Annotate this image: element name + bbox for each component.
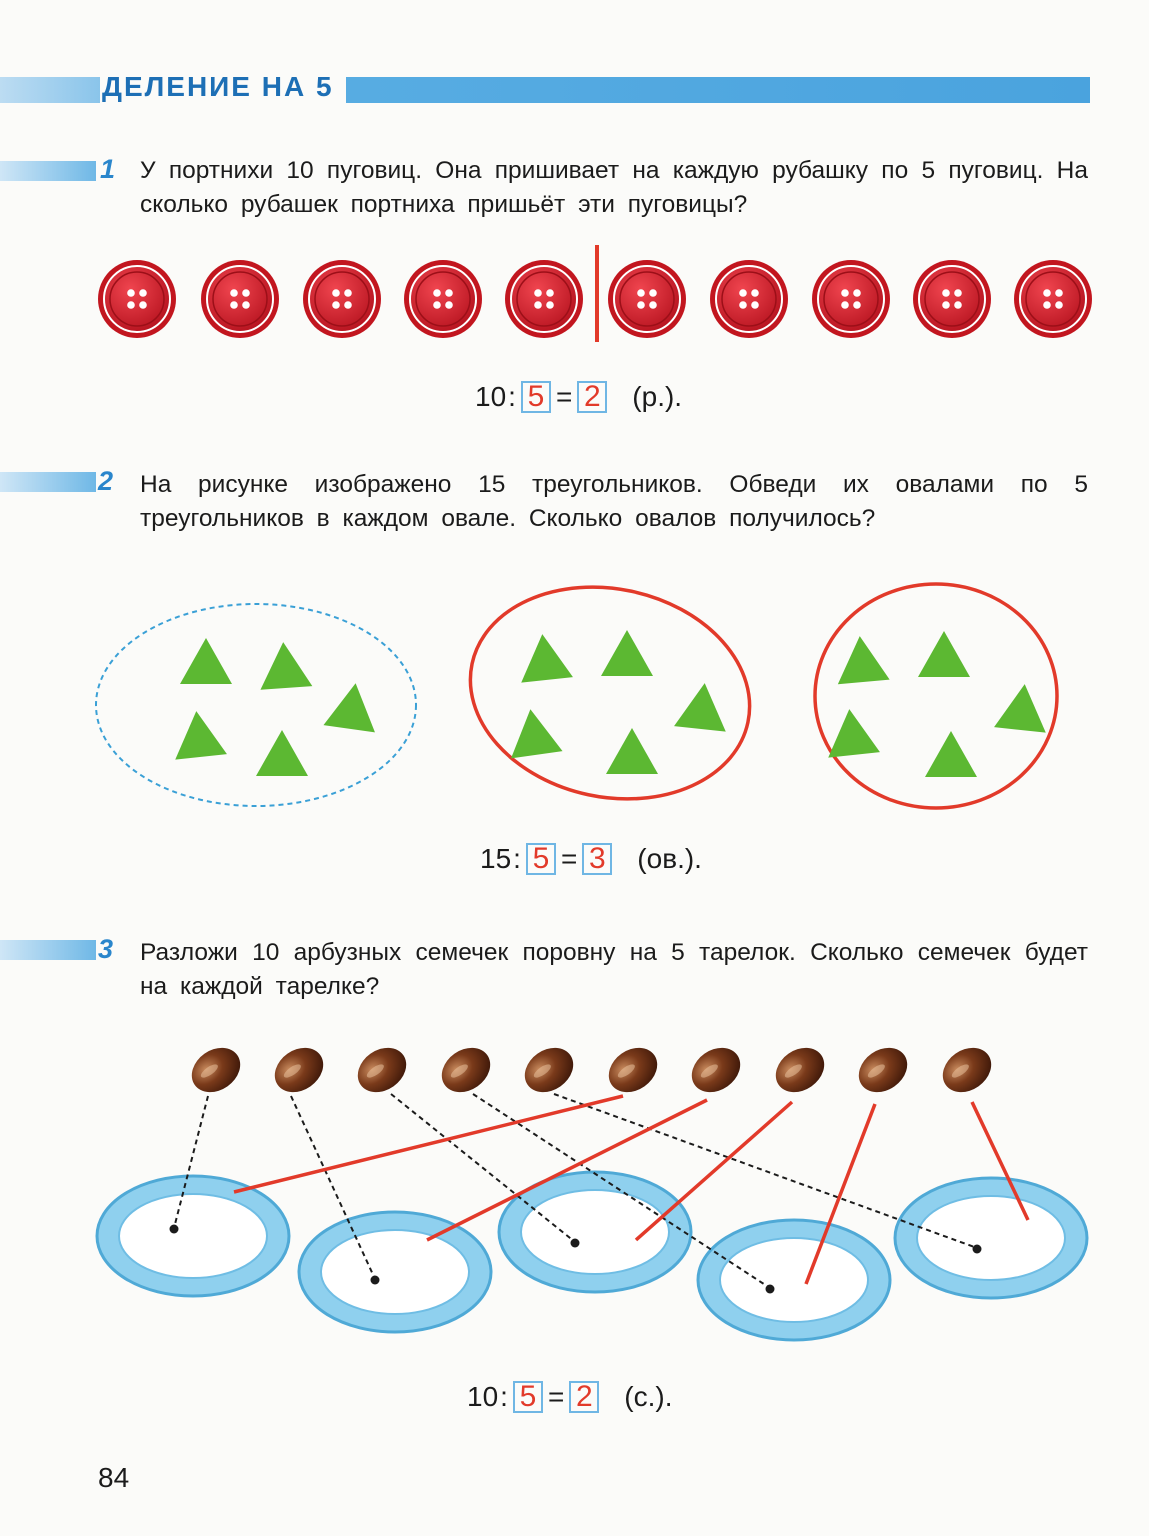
triangles-groups [96, 562, 1057, 824]
equals-sign: = [547, 1381, 565, 1412]
buttons-row [98, 245, 1092, 342]
plates-row [97, 1172, 1087, 1340]
dashed-oval [96, 604, 416, 806]
watermelon-seed-icon [600, 1039, 666, 1102]
operator: : [513, 843, 521, 874]
answer-box-result[interactable]: 3 [582, 843, 612, 875]
watermelon-seed-icon [934, 1039, 1000, 1102]
task-text: У портнихи 10 пуговиц. Она пришивает на каждую рубашку по 5 пуговиц. На сколько рубашек портниха пришьёт эти пуговицы? [140, 157, 1088, 218]
green-triangle-icon [925, 731, 977, 777]
equals-sign: = [555, 381, 573, 412]
sewing-button-icon [505, 260, 583, 338]
green-triangle-icon [674, 680, 731, 731]
task-number: 2 [98, 466, 114, 496]
seeds-row [183, 1039, 1000, 1102]
green-triangle-icon [505, 706, 563, 759]
sewing-button-icon [201, 260, 279, 338]
green-triangle-icon [257, 640, 312, 690]
green-triangle-icon [834, 634, 890, 684]
task-number: 1 [100, 154, 116, 184]
answer-oval [450, 562, 769, 824]
answer-box-result[interactable]: 2 [569, 1381, 599, 1413]
watermelon-seed-icon [183, 1039, 249, 1102]
dividend: 10 [475, 381, 507, 412]
green-triangle-icon [994, 681, 1051, 732]
sewing-button-icon [303, 260, 381, 338]
watermelon-seed-icon [349, 1039, 415, 1102]
plate-icon [97, 1176, 289, 1296]
plate-icon [698, 1220, 890, 1340]
equation [480, 842, 702, 876]
answer-box-divisor[interactable]: 5 [526, 843, 556, 875]
task-text: На рисунке изображено 15 треугольников. Обведи их овалами по 5 треугольников в каждом овале. Сколько овалов получилось? [140, 471, 1088, 532]
watermelon-seed-icon [516, 1039, 582, 1102]
plate-icon [895, 1178, 1087, 1298]
green-triangle-icon [601, 630, 653, 676]
watermelon-seed-icon [433, 1039, 499, 1102]
equals-sign: = [560, 843, 578, 874]
equation [475, 380, 682, 414]
page-number: 84 [98, 1462, 130, 1493]
sewing-button-icon [913, 260, 991, 338]
equation [467, 1380, 673, 1414]
operator: : [508, 381, 516, 412]
task-text: Разложи 10 арбузных семечек поровну на 5 тарелок. Сколько семечек будет на каждой тарелке? [140, 939, 1088, 1000]
green-triangle-icon [170, 708, 227, 759]
green-triangle-icon [918, 631, 970, 677]
unit-label: (с.). [624, 1381, 673, 1412]
green-triangle-icon [606, 728, 658, 774]
sewing-button-icon [1014, 260, 1092, 338]
dividend: 15 [480, 843, 512, 874]
sewing-button-icon [98, 260, 176, 338]
answer-box-divisor[interactable]: 5 [521, 381, 551, 413]
answer-box-result[interactable]: 2 [577, 381, 607, 413]
watermelon-seed-icon [266, 1039, 332, 1102]
unit-label: (р.). [632, 381, 683, 412]
watermelon-seed-icon [850, 1039, 916, 1102]
sewing-button-icon [710, 260, 788, 338]
sewing-button-icon [812, 260, 890, 338]
green-triangle-icon [516, 631, 573, 682]
watermelon-seed-icon [683, 1039, 749, 1102]
green-triangle-icon [323, 680, 381, 733]
operator: : [500, 1381, 508, 1412]
answer-box-divisor[interactable]: 5 [513, 1381, 543, 1413]
sewing-button-icon [608, 260, 686, 338]
page-title: ДЕЛЕНИЕ НА 5 [100, 71, 346, 103]
sewing-button-icon [404, 260, 482, 338]
green-triangle-icon [256, 730, 308, 776]
watermelon-seed-icon [767, 1039, 833, 1102]
plate-icon [299, 1212, 491, 1332]
unit-label: (ов.). [637, 843, 702, 874]
green-triangle-icon [180, 638, 232, 684]
dividend: 10 [467, 1381, 499, 1412]
green-triangle-icon [823, 706, 880, 757]
task-number: 3 [98, 934, 114, 964]
